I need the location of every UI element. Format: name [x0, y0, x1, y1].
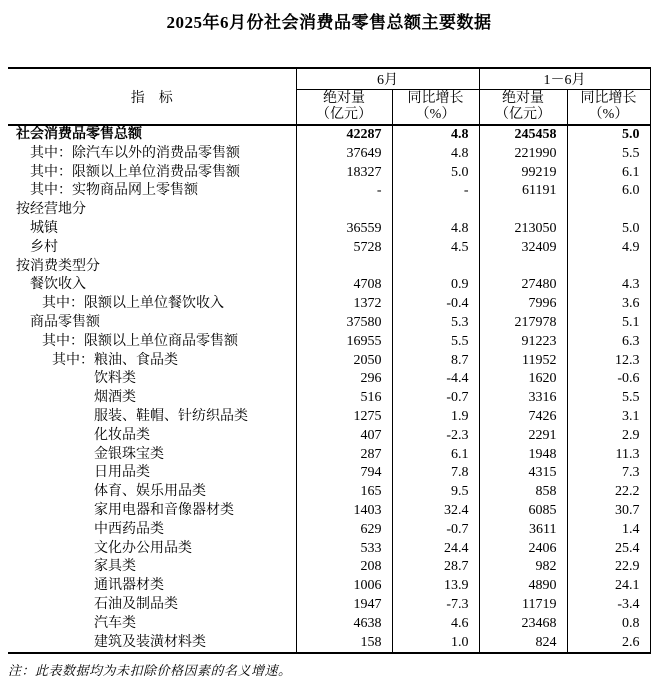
indicator-cell: 服装、鞋帽、针纺织品类 [8, 408, 296, 427]
table-row [8, 540, 650, 559]
table-row [8, 446, 650, 465]
table-header [8, 68, 650, 125]
cumulative-absolute-cell: 1948 [479, 446, 567, 465]
cumulative-absolute-cell: 61191 [479, 182, 567, 201]
table-row [8, 408, 650, 427]
cumulative-absolute-cell: 245458 [479, 125, 567, 145]
june-absolute-cell: 1947 [296, 596, 392, 615]
table-row [8, 220, 650, 239]
indicator-cell: 化妆品类 [8, 427, 296, 446]
header-group-june: 6月 [296, 68, 479, 90]
june-yoy-cell: -0.7 [392, 521, 479, 540]
june-absolute-cell [296, 258, 392, 277]
cumulative-absolute-cell: 4890 [479, 577, 567, 596]
cumulative-yoy-cell: 4.3 [622, 277, 640, 293]
header-yoy-line2: （%） [588, 107, 629, 122]
june-absolute-cell: 296 [296, 370, 392, 389]
cumulative-yoy-cell: 12.3 [615, 352, 640, 368]
june-yoy-cell: 4.8 [392, 145, 479, 164]
table-row [8, 352, 650, 371]
indicator-cell: 城镇 [8, 220, 296, 239]
table-row [8, 314, 650, 333]
indicator-cell: 家具类 [8, 558, 296, 577]
header-absolute-line2: （亿元） [495, 107, 551, 122]
indicator-cell: 烟酒类 [8, 389, 296, 408]
header-yoy-line1: 同比增长 [407, 91, 464, 106]
cumulative-yoy-cell: 3.6 [622, 296, 640, 312]
indicator-cell: 日用品类 [8, 464, 296, 483]
table-row [8, 258, 650, 277]
cumulative-yoy-cell: -0.6 [617, 371, 640, 387]
cumulative-absolute-cell: 7996 [479, 295, 567, 314]
june-yoy-cell: 28.7 [392, 558, 479, 577]
june-absolute-cell: 42287 [296, 125, 392, 145]
cumulative-absolute-cell: 217978 [479, 314, 567, 333]
june-absolute-cell: 37649 [296, 145, 392, 164]
table-row [8, 125, 650, 145]
table-row [8, 145, 650, 164]
header-group-cumulative: 1－6月 [479, 68, 650, 90]
june-yoy-cell: -7.3 [392, 596, 479, 615]
indicator-cell: 其中：粮油、食品类 [8, 352, 296, 371]
indicator-cell: 汽车类 [8, 615, 296, 634]
cumulative-yoy-cell: 5.5 [622, 390, 640, 406]
cumulative-absolute-cell: 3611 [479, 521, 567, 540]
table-row [8, 596, 650, 615]
june-absolute-cell: 516 [296, 389, 392, 408]
indicator-cell: 建筑及装潢材料类 [8, 634, 296, 654]
table-row [8, 276, 650, 295]
page-title: 2025年6月份社会消费品零售总额主要数据 [166, 13, 492, 32]
header-absolute-line1: 绝对量 [502, 91, 544, 106]
indicator-cell: 通讯器材类 [8, 577, 296, 596]
june-yoy-cell: 1.9 [392, 408, 479, 427]
cumulative-absolute-cell: 213050 [479, 220, 567, 239]
table-row [8, 521, 650, 540]
cumulative-yoy-cell: 5.0 [622, 220, 640, 236]
indicator-cell: 社会消费品零售总额 [8, 125, 296, 145]
indicator-cell: 金银珠宝类 [8, 446, 296, 465]
june-yoy-cell [392, 258, 479, 277]
cumulative-absolute-cell: 982 [479, 558, 567, 577]
indicator-cell: 其中：限额以上单位餐饮收入 [8, 295, 296, 314]
june-absolute-cell: 4708 [296, 276, 392, 295]
cumulative-absolute-cell: 6085 [479, 502, 567, 521]
cumulative-yoy-cell: 5.5 [622, 145, 640, 161]
cumulative-absolute-cell: 99219 [479, 164, 567, 183]
cumulative-absolute-cell: 4315 [479, 464, 567, 483]
june-yoy-cell: 7.8 [392, 464, 479, 483]
cumulative-yoy-cell: 0.8 [622, 615, 640, 631]
june-absolute-cell: 533 [296, 540, 392, 559]
header-indicator: 指 标 [8, 68, 296, 125]
header-yoy-line2: （%） [415, 107, 456, 122]
june-absolute-cell: 37580 [296, 314, 392, 333]
cumulative-yoy-cell: 5.1 [622, 314, 640, 330]
table-row [8, 427, 650, 446]
cumulative-absolute-cell: 2291 [479, 427, 567, 446]
cumulative-absolute-cell: 91223 [479, 333, 567, 352]
cumulative-yoy-cell [567, 258, 650, 277]
indicator-cell: 乡村 [8, 239, 296, 258]
june-yoy-cell: 4.5 [392, 239, 479, 258]
cumulative-yoy-cell: 3.1 [622, 408, 640, 424]
table-row [8, 164, 650, 183]
june-yoy-cell: -2.3 [392, 427, 479, 446]
indicator-cell: 餐饮收入 [8, 276, 296, 295]
cumulative-absolute-cell: 1620 [479, 370, 567, 389]
table-row [8, 389, 650, 408]
cumulative-absolute-cell: 11719 [479, 596, 567, 615]
cumulative-absolute-cell: 32409 [479, 239, 567, 258]
june-absolute-cell: 36559 [296, 220, 392, 239]
cumulative-absolute-cell: 11952 [479, 352, 567, 371]
june-absolute-cell: 18327 [296, 164, 392, 183]
header-cumulative-yoy [567, 90, 650, 126]
table-row [8, 370, 650, 389]
indicator-cell: 其中：实物商品网上零售额 [8, 182, 296, 201]
cumulative-absolute-cell: 221990 [479, 145, 567, 164]
june-yoy-cell: 0.9 [392, 276, 479, 295]
cumulative-yoy-cell: 22.2 [615, 484, 640, 500]
cumulative-yoy-cell: 1.4 [622, 521, 640, 537]
indicator-cell: 体育、娱乐用品类 [8, 483, 296, 502]
indicator-cell: 按经营地分 [8, 201, 296, 220]
cumulative-yoy-cell: -3.4 [617, 596, 640, 612]
june-absolute-cell: 629 [296, 521, 392, 540]
indicator-cell: 文化办公用品类 [8, 540, 296, 559]
cumulative-absolute-cell: 7426 [479, 408, 567, 427]
cumulative-yoy-cell: 6.3 [622, 333, 640, 349]
june-absolute-cell: 794 [296, 464, 392, 483]
table-row [8, 577, 650, 596]
cumulative-yoy-cell: 30.7 [615, 502, 640, 518]
june-yoy-cell: -0.7 [392, 389, 479, 408]
indicator-cell: 饮料类 [8, 370, 296, 389]
cumulative-yoy-cell: 4.9 [622, 239, 640, 255]
june-absolute-cell: 1403 [296, 502, 392, 521]
june-absolute-cell: 2050 [296, 352, 392, 371]
cumulative-absolute-cell: 3316 [479, 389, 567, 408]
june-yoy-cell: 1.0 [392, 634, 479, 654]
june-yoy-cell: 8.7 [392, 352, 479, 371]
june-yoy-cell: 5.5 [392, 333, 479, 352]
june-absolute-cell: 208 [296, 558, 392, 577]
cumulative-yoy-cell: 22.9 [615, 559, 640, 575]
june-yoy-cell: 6.1 [392, 446, 479, 465]
table-body [8, 125, 650, 653]
indicator-cell: 中西药品类 [8, 521, 296, 540]
june-absolute-cell [296, 201, 392, 220]
table-row [8, 182, 650, 201]
june-absolute-cell: 287 [296, 446, 392, 465]
june-yoy-cell: 32.4 [392, 502, 479, 521]
header-june-yoy [392, 90, 479, 126]
june-yoy-cell: 4.6 [392, 615, 479, 634]
june-absolute-cell: 1372 [296, 295, 392, 314]
cumulative-yoy-cell: 24.1 [615, 578, 640, 594]
june-yoy-cell: 5.0 [392, 164, 479, 183]
june-yoy-cell: -0.4 [392, 295, 479, 314]
june-absolute-cell: 16955 [296, 333, 392, 352]
cumulative-absolute-cell [479, 258, 567, 277]
june-yoy-cell: 9.5 [392, 483, 479, 502]
june-absolute-cell: 158 [296, 634, 392, 654]
june-yoy-cell: 5.3 [392, 314, 479, 333]
cumulative-yoy-cell [567, 201, 650, 220]
table-row [8, 464, 650, 483]
indicator-cell: 商品零售额 [8, 314, 296, 333]
june-absolute-cell: 1006 [296, 577, 392, 596]
june-absolute-cell: 165 [296, 483, 392, 502]
cumulative-yoy-cell: 7.3 [622, 465, 640, 481]
cumulative-absolute-cell: 2406 [479, 540, 567, 559]
cumulative-yoy-cell: 6.1 [622, 164, 640, 180]
table-row [8, 239, 650, 258]
june-absolute-cell: - [296, 182, 392, 201]
table-row [8, 634, 650, 654]
header-group-row [8, 68, 650, 90]
indicator-cell: 家用电器和音像器材类 [8, 502, 296, 521]
june-absolute-cell: 4638 [296, 615, 392, 634]
cumulative-absolute-cell [479, 201, 567, 220]
header-yoy-line1: 同比增长 [580, 91, 637, 106]
indicator-cell: 其中：限额以上单位商品零售额 [8, 333, 296, 352]
june-absolute-cell: 407 [296, 427, 392, 446]
indicator-cell: 其中：除汽车以外的消费品零售额 [8, 145, 296, 164]
indicator-cell: 其中：限额以上单位消费品零售额 [8, 164, 296, 183]
table-row [8, 333, 650, 352]
june-yoy-cell: 4.8 [392, 125, 479, 145]
header-absolute-line2: （亿元） [316, 107, 372, 122]
cumulative-yoy-cell: 25.4 [615, 540, 640, 556]
june-absolute-cell: 5728 [296, 239, 392, 258]
june-yoy-cell: 4.8 [392, 220, 479, 239]
table-row [8, 558, 650, 577]
footnote: 注：此表数据均为未扣除价格因素的名义增速。 [8, 663, 292, 679]
cumulative-yoy-cell: 2.9 [622, 427, 640, 443]
header-june-absolute [296, 90, 392, 126]
june-absolute-cell: 1275 [296, 408, 392, 427]
june-yoy-cell: -4.4 [392, 370, 479, 389]
june-yoy-cell: 13.9 [392, 577, 479, 596]
table-row [8, 502, 650, 521]
cumulative-absolute-cell: 23468 [479, 615, 567, 634]
cumulative-absolute-cell: 824 [479, 634, 567, 654]
cumulative-absolute-cell: 858 [479, 483, 567, 502]
cumulative-yoy-cell: 5.0 [622, 127, 640, 142]
june-yoy-cell: 24.4 [392, 540, 479, 559]
june-yoy-cell [392, 201, 479, 220]
retail-sales-table [8, 67, 651, 654]
june-yoy-cell: - [392, 182, 479, 201]
header-cumulative-absolute [479, 90, 567, 126]
cumulative-yoy-cell: 6.0 [622, 183, 640, 199]
table-row [8, 201, 650, 220]
table-row [8, 615, 650, 634]
indicator-cell: 按消费类型分 [8, 258, 296, 277]
indicator-cell: 石油及制品类 [8, 596, 296, 615]
header-absolute-line1: 绝对量 [323, 91, 365, 106]
table-row [8, 483, 650, 502]
table-row [8, 295, 650, 314]
cumulative-yoy-cell: 11.3 [615, 446, 640, 462]
cumulative-yoy-cell: 2.6 [622, 634, 640, 650]
cumulative-absolute-cell: 27480 [479, 276, 567, 295]
